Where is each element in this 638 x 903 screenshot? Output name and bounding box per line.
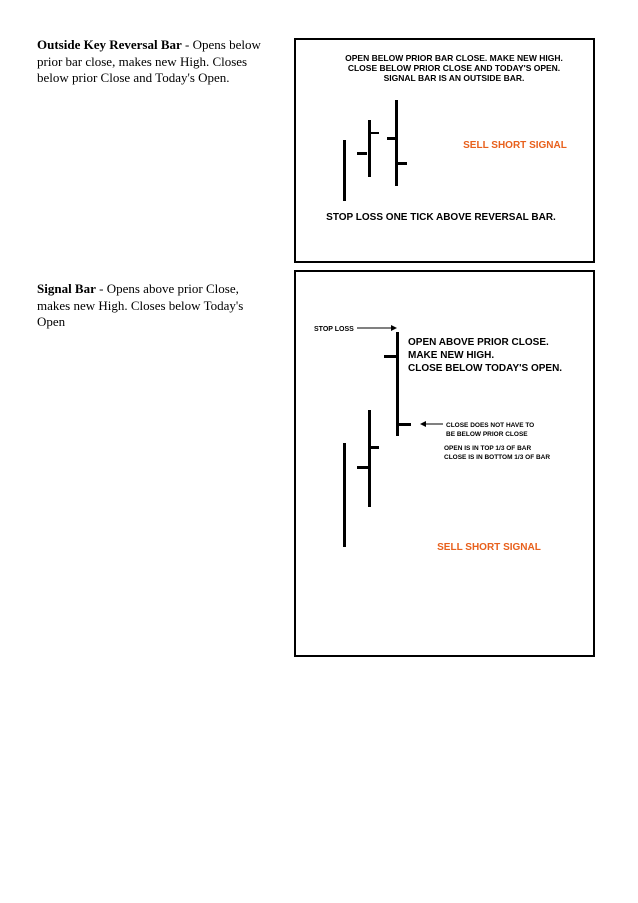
fig1-stop-loss-caption: STOP LOSS ONE TICK ABOVE REVERSAL BAR. [326,212,556,223]
fig2-signal-bar-close-tick [399,423,411,426]
fig1-caption-line-1: OPEN BELOW PRIOR BAR CLOSE. MAKE NEW HIGH. [345,53,563,63]
signal-bar-figure [294,270,595,657]
fig1-bar-3-open-tick [387,137,396,140]
fig1-bar-3-close-tick [398,162,407,165]
fig2-note-line-1: CLOSE DOES NOT HAVE TO [446,422,535,429]
fig2-caption-line-1: OPEN ABOVE PRIOR CLOSE. [408,337,549,348]
outside-reversal-chart [296,40,593,261]
fig1-bar-2-close-tick [371,132,379,134]
fig2-stop-loss-arrowhead [391,325,397,331]
fig2-caption-line-3: CLOSE BELOW TODAY'S OPEN. [408,363,563,374]
fig1-caption-line-2: CLOSE BELOW PRIOR CLOSE AND TODAY'S OPEN. [347,63,561,73]
section2-definition: - Opens above prior Close, makes new High. Closes below Today's Open [37,281,244,329]
fig2-signal-bar [396,332,399,436]
section1-term: Outside Key Reversal Bar [37,37,182,52]
fig1-bar-1 [343,140,346,201]
fig1-caption-line-3: SIGNAL BAR IS AN OUTSIDE BAR. [383,73,525,83]
section2-description [37,281,272,331]
fig2-sell-short-signal: SELL SHORT SIGNAL [437,542,541,553]
signal-bar-chart [296,272,593,655]
section1-definition: - Opens below prior bar close, makes new High. Closes below prior Close and Today's Open. [37,37,261,85]
fig2-bar-2 [368,410,371,507]
fig2-note-line-2: BE BELOW PRIOR CLOSE [446,431,528,438]
section2-term: Signal Bar [37,281,96,296]
outside-reversal-figure [294,38,595,263]
fig2-signal-bar-open-tick [384,355,396,358]
fig2-bar-1 [343,443,346,547]
fig2-note2-line-1: OPEN IS IN TOP 1/3 OF BAR [444,445,532,452]
fig2-bar-2-open-tick [357,466,369,469]
fig2-bar-2-close-tick [371,446,379,449]
fig1-bar-2 [368,120,371,177]
fig1-sell-short-signal: SELL SHORT SIGNAL [463,140,567,151]
fig2-stop-loss-label: STOP LOSS [314,326,354,333]
fig1-bar-2-open-tick [357,152,367,155]
fig1-bar-3 [395,100,398,186]
section1-description [37,37,272,87]
fig2-note2-line-2: CLOSE IS IN BOTTOM 1/3 OF BAR [444,454,551,461]
fig2-caption-line-2: MAKE NEW HIGH. [408,350,495,361]
